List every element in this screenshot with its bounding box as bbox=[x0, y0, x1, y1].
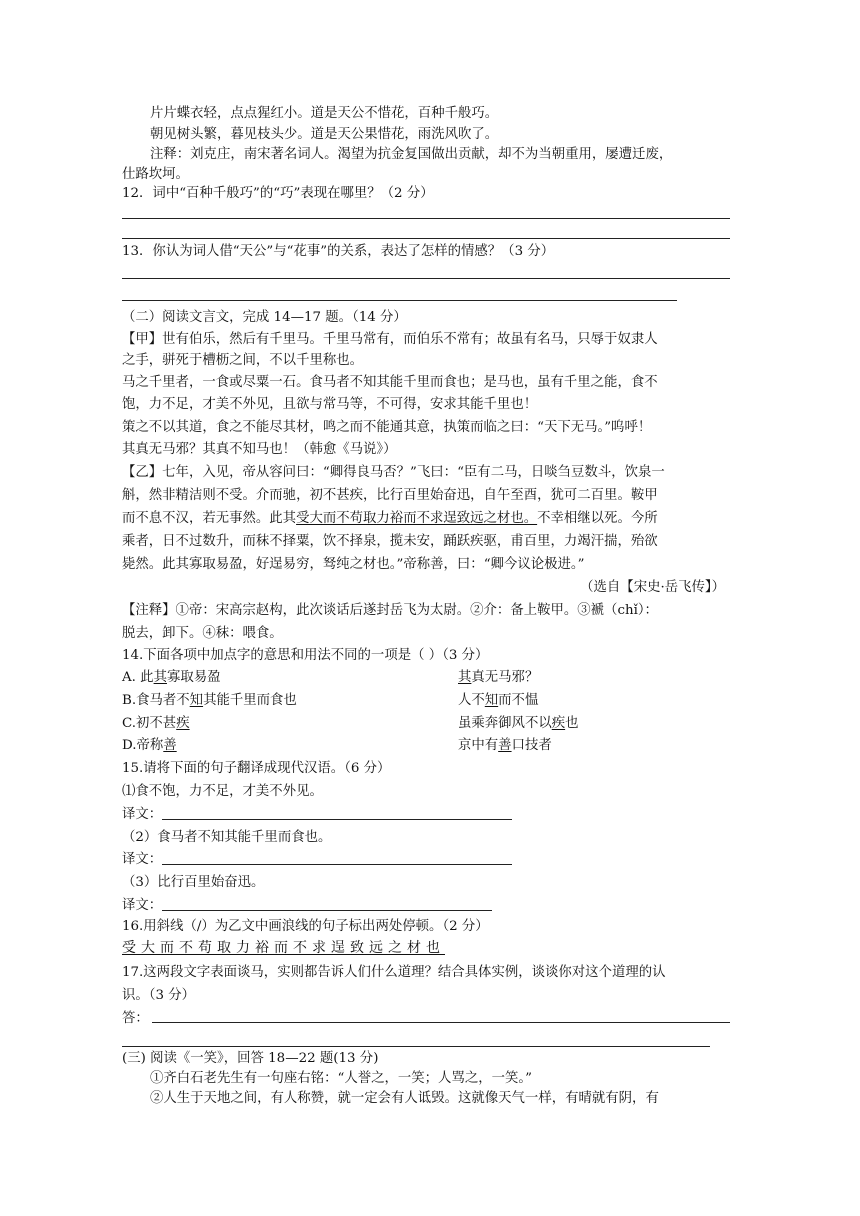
yi-line-3 bbox=[122, 510, 658, 527]
poem-line-1: 片片蝶衣轻，点点猩红小。道是天公不惜花，百种千般巧。 bbox=[150, 106, 499, 121]
question-16: 16.用斜线（/）为乙文中画浪线的句子标出两处停顿。（2 分） bbox=[122, 919, 489, 934]
jia-line-6: 其真无马邪？其真不知马也！（韩愈《马说》） bbox=[122, 442, 397, 457]
compare-text-end: 真无马邪？ bbox=[471, 670, 539, 685]
option-d[interactable] bbox=[122, 737, 552, 754]
poem-line-2: 朝见树头繁，暮见枝头少。道是天公果惜花，雨洗风吹了。 bbox=[150, 127, 499, 142]
source-citation: （选自【宋史·岳飞传】） bbox=[580, 580, 725, 595]
option-a[interactable] bbox=[122, 669, 539, 686]
sec3-paragraph-2: ②人生于天地之间，有人称赞，就一定会有人诋毁。这就像天气一样，有晴就有阴，有 bbox=[150, 1091, 659, 1106]
question-12: 12．词中“百种千般巧”的“巧”表现在哪里？（2 分） bbox=[122, 186, 434, 201]
option-d-compare bbox=[458, 737, 552, 754]
option-d-text: D.帝称 bbox=[122, 738, 164, 753]
translation-blank[interactable] bbox=[162, 806, 512, 820]
question-17-line-1: 17.这两段文字表面谈马，实则都告诉人们什么道理？结合具体实例，谈谈你对这个道理的认 bbox=[122, 965, 666, 980]
sec3-paragraph-1: ①齐白石老先生有一句座右铭：“人誉之，一笑；人骂之，一笑。” bbox=[150, 1071, 532, 1086]
answer-line[interactable] bbox=[122, 238, 730, 239]
question-14: 14.下面各项中加点字的意思和用法不同的一项是（ ）（3 分） bbox=[122, 648, 489, 663]
option-c[interactable] bbox=[122, 715, 579, 732]
q15-sentence-2: （2）食马者不知其能千里而食也。 bbox=[122, 830, 332, 845]
jia-line-3: 马之千里者，一食或尽粟一石。食马者不知其能千里而食也；是马也，虽有千里之能，食不 bbox=[122, 375, 658, 390]
option-c-text: C.初不甚 bbox=[122, 716, 177, 731]
option-a-text: A. 此 bbox=[122, 670, 154, 685]
option-a-compare bbox=[458, 669, 538, 686]
dotted-char: 善 bbox=[163, 738, 177, 753]
yi-line-5: 毙然。此其寡取易盈，好逞易穷，驽纯之材也。”帝称善，曰：“卿今议论极进。” bbox=[122, 557, 585, 572]
poem-note-line-1: 注释：刘克庄，南宋著名词人。渴望为抗金复国做出贡献，却不为当朝重用，屡遭迁废， bbox=[150, 147, 673, 162]
section-2-heading: （二）阅读文言文，完成 14—17 题。（14 分） bbox=[122, 310, 407, 325]
dotted-char: 善 bbox=[498, 738, 512, 753]
dotted-char: 疾 bbox=[176, 716, 190, 731]
question-13: 13．你认为词人借“天公”与“花事”的关系，表达了怎样的情感？（3 分） bbox=[122, 244, 555, 259]
option-b-compare bbox=[458, 692, 538, 709]
notes-line-2: 脱去，卸下。④秣：喂食。 bbox=[122, 626, 283, 641]
jia-line-4: 饱，力不足，才美不外见，且欲与常马等，不可得，安求其能千里也！ bbox=[122, 397, 538, 412]
q15-sentence-3: （3）比行百里始奋迅。 bbox=[122, 875, 265, 890]
option-a-text-end: 寡取易盈 bbox=[166, 670, 221, 685]
dotted-char: 其 bbox=[153, 670, 167, 685]
compare-text: 人不 bbox=[458, 693, 485, 708]
jia-line-1: 【甲】世有伯乐，然后有千里马。千里马常有，而伯乐不常有；故虽有名马，只辱于奴隶人 bbox=[122, 332, 658, 347]
answer-line[interactable] bbox=[122, 300, 677, 301]
yi-line-3-text-end: 不幸相继以死。今所 bbox=[537, 511, 658, 526]
compare-text-end: 口技者 bbox=[511, 738, 552, 753]
translation-label: 译文： bbox=[122, 807, 163, 822]
answer-line[interactable] bbox=[152, 1022, 730, 1023]
yi-line-1: 【乙】七年，入见，帝从容问曰：“卿得良马否？”飞曰：“臣有二马，日啖刍豆数斗，饮泉一 bbox=[122, 465, 665, 480]
compare-text-end: 也 bbox=[565, 716, 579, 731]
q15-answer-1 bbox=[122, 806, 512, 823]
poem-note-line-2: 仕路坎坷。 bbox=[122, 167, 189, 182]
dotted-char: 其 bbox=[458, 670, 472, 685]
option-b-text-end: 其能千里而食也 bbox=[203, 693, 297, 708]
dotted-char: 知 bbox=[189, 693, 204, 708]
option-c-compare bbox=[458, 715, 579, 732]
translation-label: 译文： bbox=[122, 898, 163, 913]
answer-line[interactable] bbox=[122, 278, 730, 279]
question-15: 15.请将下面的句子翻译成现代汉语。（6 分） bbox=[122, 761, 391, 776]
translation-blank[interactable] bbox=[162, 851, 512, 865]
translation-blank[interactable] bbox=[162, 897, 492, 911]
yi-line-4: 乘者，日不过数升，而秣不择粟，饮不择泉，揽未安，踊跃疾驱，甫百里，力竭汗揣，殆欲 bbox=[122, 534, 658, 549]
wavy-underlined-sentence: 受大而不苟取力裕而不求逞致远之材也。 bbox=[296, 511, 538, 526]
q15-answer-2 bbox=[122, 851, 512, 868]
q16-sentence[interactable]: 受大而不苟取力裕而不求逞致远之材也 bbox=[122, 940, 445, 956]
q15-sentence-1: ⑴食不饱，力不足，才美不外见。 bbox=[122, 784, 323, 799]
yi-line-3-text: 而不息不汉，若无事然。此其 bbox=[122, 511, 297, 526]
question-17-line-2: 识。（3 分） bbox=[122, 988, 196, 1003]
option-b-text: B.食马者不 bbox=[122, 693, 190, 708]
q15-answer-3 bbox=[122, 897, 492, 914]
dotted-char: 知 bbox=[484, 693, 499, 708]
jia-line-2: 之手，骈死于槽枥之间，不以千里称也。 bbox=[122, 353, 364, 368]
compare-text-end: 而不愠 bbox=[498, 693, 539, 708]
option-b[interactable] bbox=[122, 692, 539, 709]
q17-answer-label: 答： bbox=[122, 1011, 149, 1026]
jia-line-5: 策之不以其道，食之不能尽其材，鸣之而不能通其意，执策而临之曰：“天下无马。”呜呼！ bbox=[122, 420, 652, 435]
yi-line-2: 斛，然非精洁则不受。介而驰，初不甚疾，比行百里始奋迅，自午至酉，犹可二百里。鞍甲 bbox=[122, 488, 658, 503]
notes-line-1: 【注释】①帝：宋高宗赵构，此次谈话后遂封岳飞为太尉。②介：备上鞍甲。③褫（chǐ）： bbox=[122, 603, 658, 618]
section-3-heading: (三) 阅读《一笑》，回答 18—22 题(13 分) bbox=[122, 1051, 379, 1066]
answer-line[interactable] bbox=[122, 218, 730, 219]
compare-text: 虽乘奔御风不以 bbox=[458, 716, 552, 731]
answer-line[interactable] bbox=[122, 1046, 710, 1047]
translation-label: 译文： bbox=[122, 852, 163, 867]
dotted-char: 疾 bbox=[551, 716, 566, 731]
compare-text: 京中有 bbox=[458, 738, 499, 753]
